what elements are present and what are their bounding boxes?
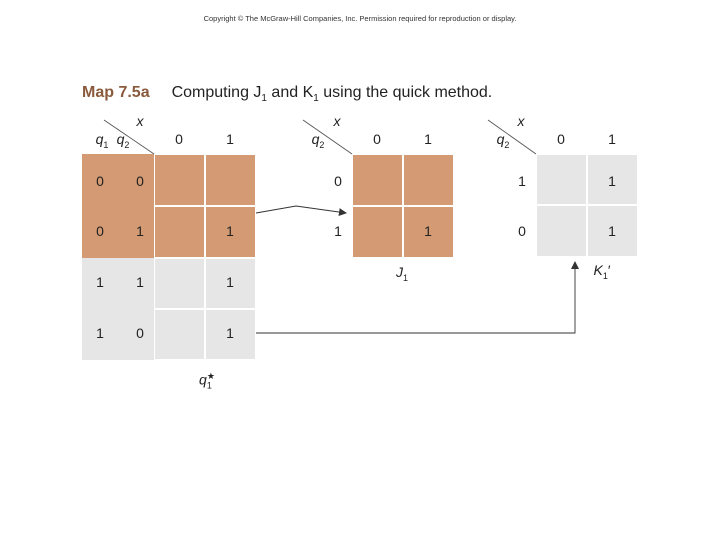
k1-col-header-1: 1 [608,131,616,147]
main-cell-value-r3c1: 1 [226,325,234,341]
j1-x-label: x [333,113,341,129]
j1-cell-value-r1c1: 1 [424,223,432,239]
k1-col-header-0: 0 [557,131,565,147]
j1-row-1: 1 [334,223,342,239]
main-row-q2-3: 0 [136,325,144,341]
k1-cell-value-r0c1: 1 [608,173,616,189]
k1-x-label: x [517,113,525,129]
main-q2-label: $q_2$ [116,131,130,150]
main-x-label: x [136,113,144,129]
main-row-q1-3: 1 [96,325,104,341]
k1-cell-value-r1c1: 1 [608,223,616,239]
copyright-notice: Copyright © The McGraw-Hill Companies, Inc. Permission required for reproduction or display. [203,14,517,23]
main-col-header-1: 1 [226,131,234,147]
main-row-q1-0: 0 [96,173,104,189]
title-text-pre: Computing J [171,84,262,101]
main-output-label: $q_1^★$ [199,371,215,391]
j1-col-header-0: 0 [373,131,381,147]
main-diagonal-line [104,120,154,154]
main-cell-value-r2c1: 1 [226,274,234,290]
j1-q2-label: $q_2$ [311,131,325,150]
j1-diagonal-line [303,120,352,154]
k1-row-0: 1 [518,173,526,189]
main-cell-value-r1c1: 1 [226,223,234,239]
figure-label: Map 7.5a [82,84,150,101]
k1-q2-label: $q_2$ [496,131,510,150]
title-sub-1: 1 [261,93,267,105]
main-col-header-0: 0 [175,131,183,147]
j1-row-0: 0 [334,173,342,189]
k1-output-label: $K_1'$ [593,262,611,281]
main-row-q1-2: 1 [96,274,104,290]
k1-row-1: 0 [518,223,526,239]
title-text-post: using the quick method. [318,84,493,101]
j1-output-label: $J_1$ [395,264,408,283]
main-row-q2-2: 1 [136,274,144,290]
title-sub-2: 1 [313,93,319,105]
main-row-q1-1: 0 [96,223,104,239]
k1-diagonal-line [488,120,536,154]
title-text-mid: and K [266,84,314,101]
main-row-q2-1: 1 [136,223,144,239]
arrow-to-j1 [256,206,346,213]
main-row-q2-0: 0 [136,173,144,189]
arrow-to-k1 [256,262,575,333]
main-q1-label: $q_1$ [95,131,109,150]
j1-col-header-1: 1 [424,131,432,147]
